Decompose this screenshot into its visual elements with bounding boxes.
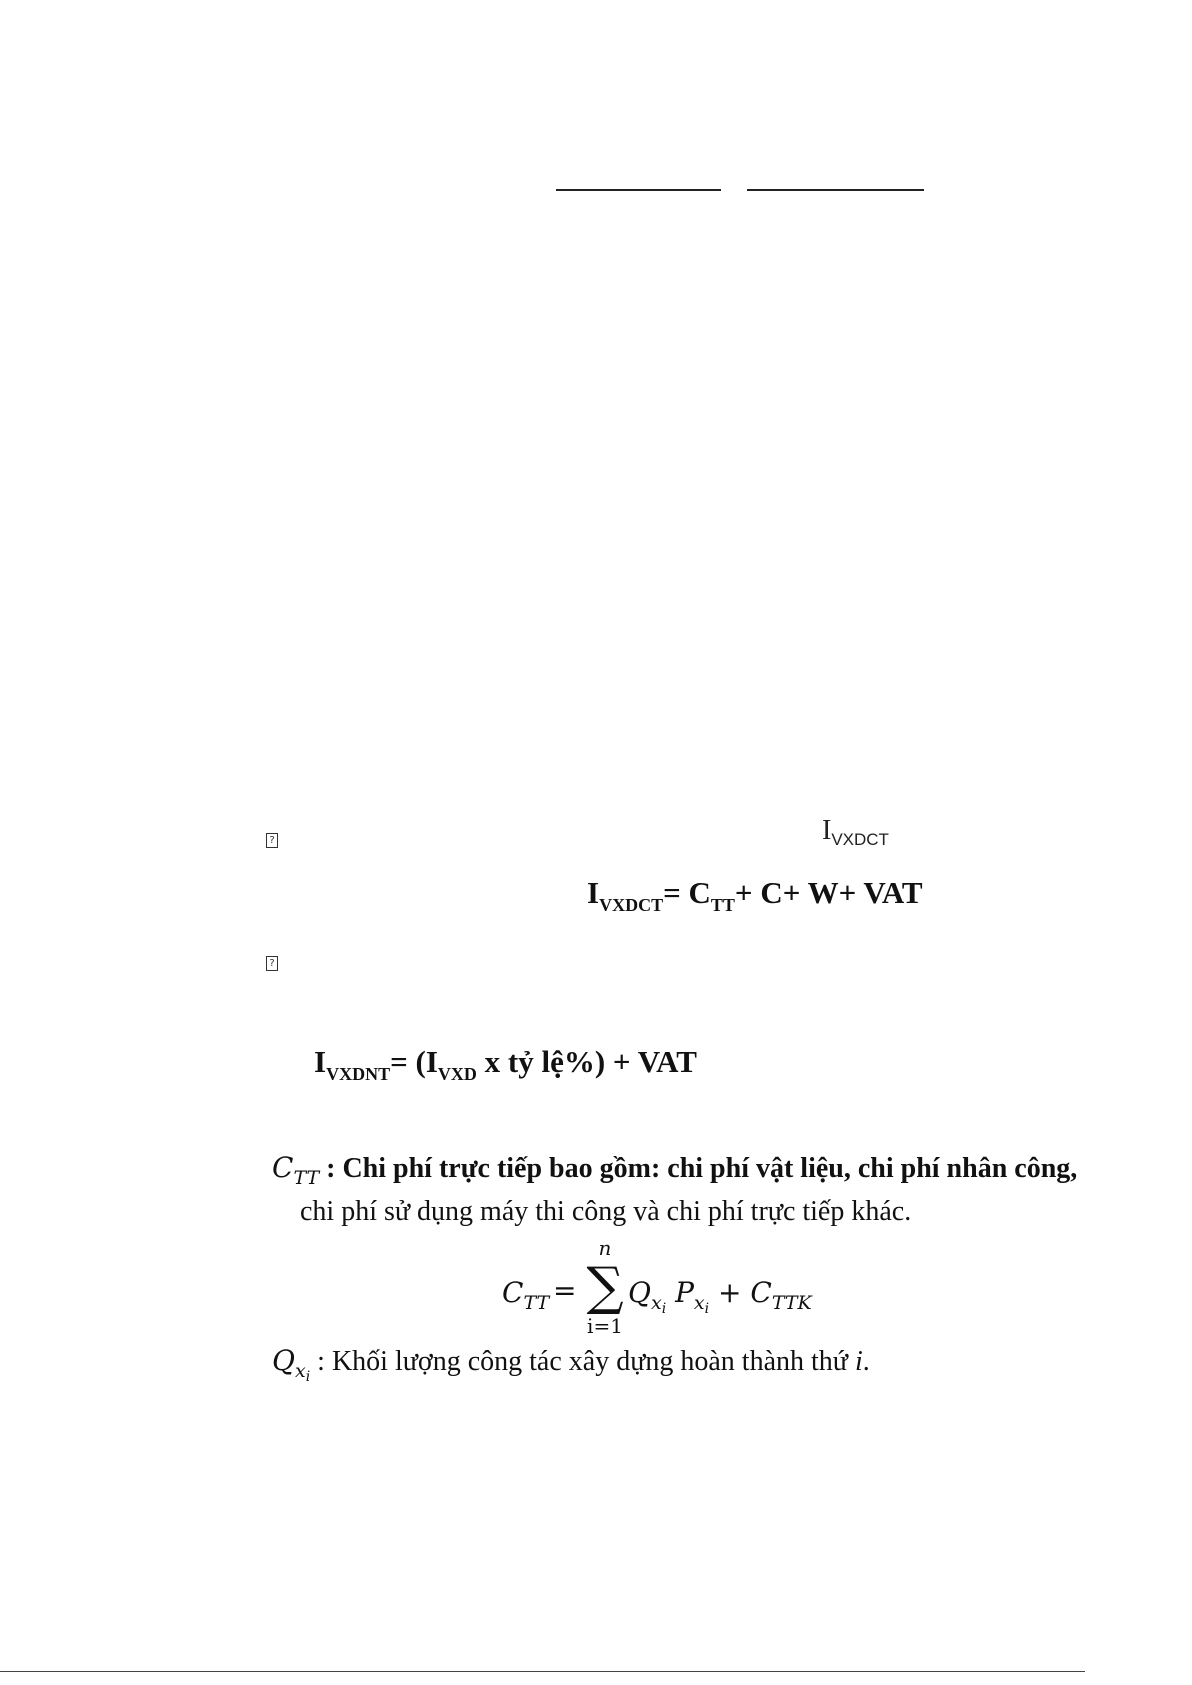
formula1-c-sub: TT	[710, 895, 735, 915]
qxi-symbol: Q	[272, 1344, 295, 1377]
ctt-symbol-sub: TT	[293, 1167, 320, 1189]
sigma-upper: n	[598, 1236, 612, 1260]
qxi-definition	[272, 1344, 870, 1385]
formula-ivxdct	[587, 875, 923, 915]
sum-p-sub: xi	[693, 1292, 710, 1317]
qxi-subsub: i	[305, 1369, 311, 1385]
sum-cttk-sub: TTK	[771, 1292, 812, 1314]
sum-q-subsub: i	[661, 1301, 667, 1317]
bullet-icon: ?	[266, 833, 278, 848]
qxi-text-italic: i	[854, 1346, 863, 1377]
bullet-icon: ?	[266, 956, 278, 971]
ctt-definition-line2-text: chi phí sử dụng máy thi công và chi phí trực tiếp khác.	[300, 1196, 912, 1227]
formula2-mid: = (I	[390, 1044, 438, 1079]
blank-underline-right	[747, 189, 924, 191]
sum-equals: =	[553, 1274, 577, 1307]
sum-q-sub: xi	[650, 1292, 667, 1317]
sum-lhs-c: C	[502, 1276, 524, 1309]
blank-underline-left	[556, 189, 721, 191]
sum-cttk: C	[750, 1276, 772, 1309]
sum-formula-lhs	[502, 1276, 550, 1314]
formula1-lhs-sub: VXDCT	[599, 895, 664, 915]
sum-p: P	[675, 1276, 694, 1309]
qxi-text: : Khối lượng công tác xây dựng hoàn thành thứ	[310, 1346, 855, 1377]
ctt-definition-line2	[300, 1196, 911, 1228]
formula2-lhs-sub: VXDNT	[326, 1064, 391, 1084]
sigma-block	[580, 1236, 630, 1338]
sum-terms	[628, 1276, 812, 1317]
ctt-symbol: C	[272, 1151, 294, 1184]
sum-lhs-sub: TT	[523, 1292, 550, 1314]
qxi-sub: xi	[294, 1360, 311, 1385]
formula1-eq: = C	[663, 875, 711, 910]
formula2-lhs: I	[314, 1044, 327, 1079]
sum-p-subsub: i	[704, 1301, 710, 1317]
ctt-colon: : Chi phí trực tiếp bao gồm: chi phí vật liệu, chi phí nhân công,	[319, 1153, 1078, 1184]
indicator-sub: VXDCT	[831, 830, 889, 849]
indicator-label	[822, 815, 889, 847]
sigma-lower: i=1	[587, 1314, 623, 1338]
formula2-rest: x tỷ lệ%) + VAT	[476, 1044, 697, 1079]
formula2-mid-sub: VXD	[437, 1064, 477, 1084]
formula1-lhs: I	[587, 875, 600, 910]
qxi-text-end: .	[862, 1346, 870, 1377]
sigma-icon: ∑	[586, 1257, 624, 1317]
ctt-definition-line1	[272, 1151, 1078, 1189]
page-bottom-rule	[0, 1671, 1085, 1672]
indicator-letter: I	[822, 815, 832, 846]
formula-ivxdnt	[314, 1044, 697, 1084]
sum-plus: +	[718, 1276, 742, 1309]
sum-q: Q	[628, 1276, 651, 1309]
formula1-rest: + C+ W+ VAT	[734, 875, 923, 910]
